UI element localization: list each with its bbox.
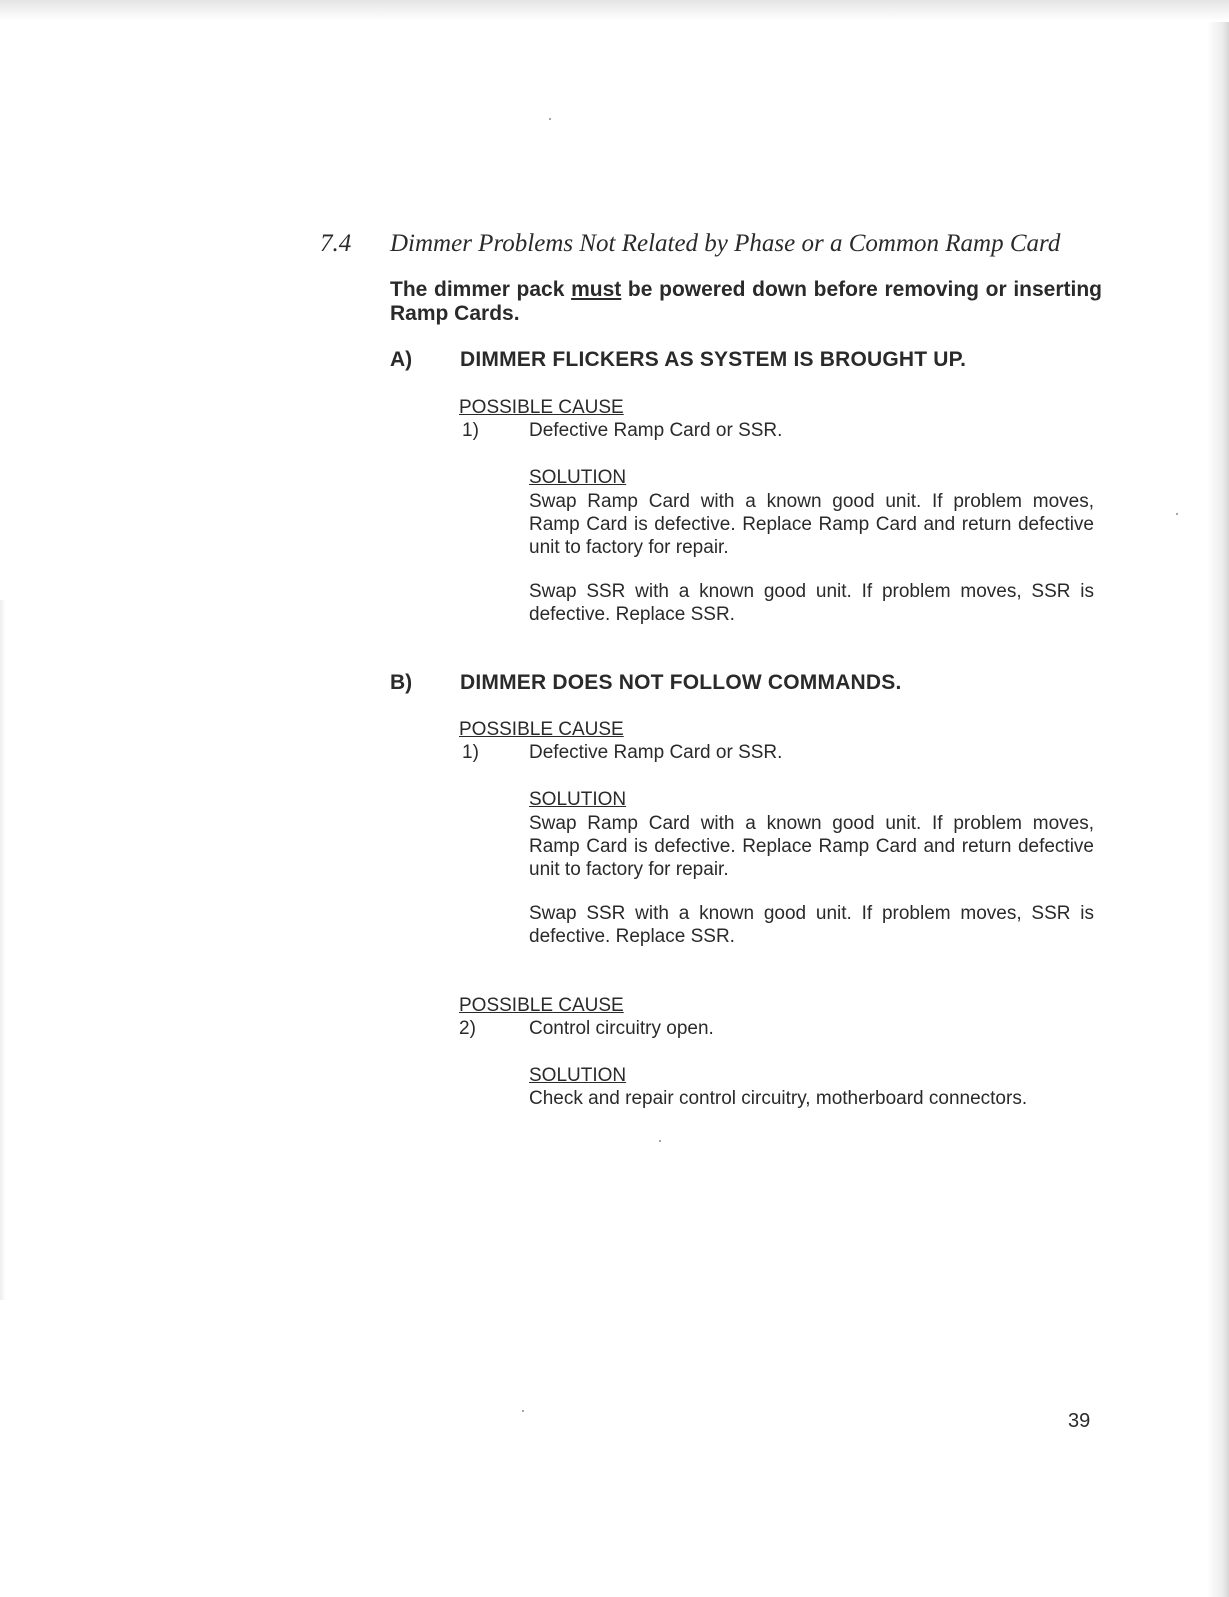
intro-warning xyxy=(390,278,1102,326)
scan-edge-right xyxy=(1207,22,1229,1597)
problem-a-solution-label: SOLUTION xyxy=(529,467,627,488)
problem-a-cause-label: POSSIBLE CAUSE xyxy=(459,397,624,418)
scan-speck xyxy=(659,1140,661,1142)
scan-edge-top xyxy=(0,0,1229,22)
problem-b-solution2-label: SOLUTION xyxy=(529,1065,627,1086)
problem-b-cause1-number: 1) xyxy=(462,742,479,763)
scan-edge-left xyxy=(0,600,6,1300)
scan-speck xyxy=(1176,513,1178,515)
problem-b-solution1-ssr: Swap SSR with a known good unit. If problem moves, SSR is defective. Replace SSR. xyxy=(529,903,1094,947)
intro-emphasis: must xyxy=(571,278,622,301)
problem-a-solution-ssr: Swap SSR with a known good unit. If problem moves, SSR is defective. Replace SSR. xyxy=(529,581,1094,625)
problem-b-label: B) xyxy=(390,671,413,694)
problem-a-cause-text: Defective Ramp Card or SSR. xyxy=(529,420,783,441)
problem-b-cause1-label: POSSIBLE CAUSE xyxy=(459,719,624,740)
intro-text-start: The dimmer pack xyxy=(390,278,572,301)
intro-text-end: be powered down before removing or inserting Ramp Cards. xyxy=(390,278,1103,325)
problem-b-solution2-text: Check and repair control circuitry, motherboard connectors. xyxy=(529,1088,1028,1109)
problem-a-heading: DIMMER FLICKERS AS SYSTEM IS BROUGHT UP. xyxy=(460,348,967,371)
problem-a-cause-number: 1) xyxy=(462,420,479,441)
section-number: 7.4 xyxy=(320,230,352,257)
scan-speck xyxy=(522,1410,524,1412)
problem-a-solution-ramp-card: Swap Ramp Card with a known good unit. If problem moves, Ramp Card is defective. Replace Ramp Card and return defective unit to factory for repair. xyxy=(529,491,1094,558)
page-number: 39 xyxy=(1068,1410,1091,1432)
problem-b-solution1-ramp-card: Swap Ramp Card with a known good unit. If problem moves, Ramp Card is defective. Replace Ramp Card and return defective unit to factory for repair. xyxy=(529,813,1094,880)
problem-b-cause2-label: POSSIBLE CAUSE xyxy=(459,995,624,1016)
problem-b-solution1-label: SOLUTION xyxy=(529,789,627,810)
problem-b-cause1-text: Defective Ramp Card or SSR. xyxy=(529,742,783,763)
problem-a-label: A) xyxy=(390,348,413,371)
scan-speck xyxy=(549,118,551,120)
problem-b-heading: DIMMER DOES NOT FOLLOW COMMANDS. xyxy=(460,671,902,694)
problem-b-cause2-number: 2) xyxy=(459,1018,476,1039)
problem-b-cause2-text: Control circuitry open. xyxy=(529,1018,714,1039)
section-title: Dimmer Problems Not Related by Phase or a Common Ramp Card xyxy=(390,230,1061,257)
